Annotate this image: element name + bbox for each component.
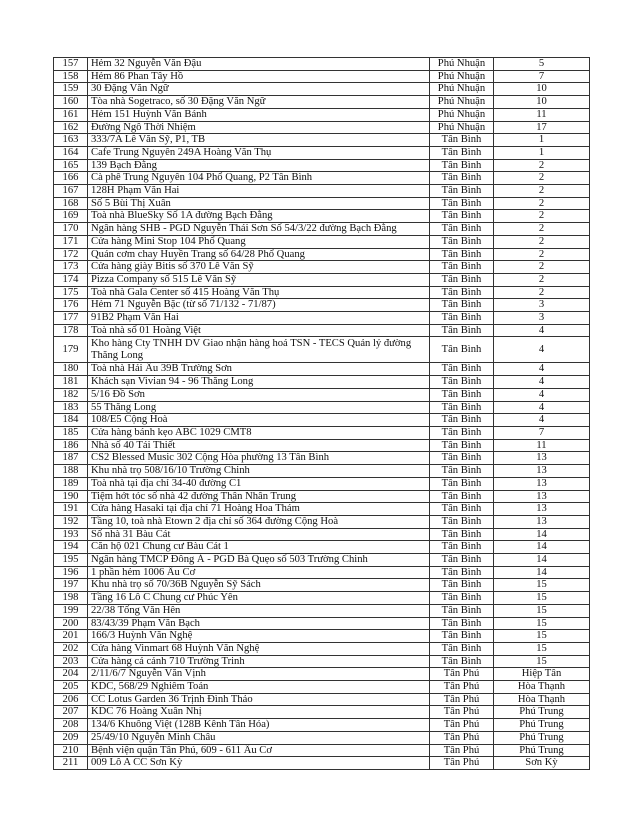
district-cell: Tân Bình bbox=[430, 376, 494, 389]
district-cell: Tân Bình bbox=[430, 630, 494, 643]
row-number-cell: 203 bbox=[54, 655, 88, 668]
address-cell: Bệnh viện quận Tân Phú, 609 - 611 Âu Cơ bbox=[88, 744, 430, 757]
ward-cell: 2 bbox=[494, 159, 590, 172]
district-cell: Tân Phú bbox=[430, 719, 494, 732]
table-row bbox=[54, 70, 590, 83]
address-cell: Hẻm 151 Huỳnh Văn Bánh bbox=[88, 108, 430, 121]
address-cell: Toà nhà tại địa chỉ 34-40 đường C1 bbox=[88, 477, 430, 490]
address-cell: Quán cơm chay Huyền Trang số 64/28 Phổ Quang bbox=[88, 248, 430, 261]
row-number-cell: 165 bbox=[54, 159, 88, 172]
address-cell: Kho hàng Cty TNHH DV Giao nhận hàng hoá TSN - TECS Quản lý đường Thăng Long bbox=[88, 337, 430, 363]
row-number-cell: 161 bbox=[54, 108, 88, 121]
table-row bbox=[54, 693, 590, 706]
district-cell: Tân Bình bbox=[430, 286, 494, 299]
row-number-cell: 210 bbox=[54, 744, 88, 757]
row-number-cell: 174 bbox=[54, 273, 88, 286]
address-cell: Số 5 Bùi Thị Xuân bbox=[88, 197, 430, 210]
ward-cell: Hòa Thạnh bbox=[494, 693, 590, 706]
address-cell: Toà nhà Hải Âu 39B Trường Sơn bbox=[88, 363, 430, 376]
address-cell: 134/6 Khuông Việt (128B Kênh Tân Hóa) bbox=[88, 719, 430, 732]
district-cell: Tân Bình bbox=[430, 197, 494, 210]
table-row bbox=[54, 617, 590, 630]
table-row bbox=[54, 83, 590, 96]
ward-cell: 15 bbox=[494, 617, 590, 630]
ward-cell: 11 bbox=[494, 439, 590, 452]
row-number-cell: 163 bbox=[54, 134, 88, 147]
ward-cell: 5 bbox=[494, 58, 590, 71]
table-row bbox=[54, 286, 590, 299]
district-cell: Tân Phú bbox=[430, 681, 494, 694]
row-number-cell: 176 bbox=[54, 299, 88, 312]
address-cell: 333/7A Lê Văn Sỹ, P1, TB bbox=[88, 134, 430, 147]
row-number-cell: 178 bbox=[54, 324, 88, 337]
address-cell: KDC 76 Hoàng Xuân Nhị bbox=[88, 706, 430, 719]
address-cell: Tầng 10, toà nhà Etown 2 địa chỉ số 364 đường Cộng Hoà bbox=[88, 515, 430, 528]
district-cell: Tân Bình bbox=[430, 439, 494, 452]
ward-cell: 4 bbox=[494, 401, 590, 414]
address-cell: Cửa hàng Mini Stop 104 Phổ Quang bbox=[88, 235, 430, 248]
district-cell: Phú Nhuận bbox=[430, 70, 494, 83]
table-row bbox=[54, 134, 590, 147]
district-cell: Tân Bình bbox=[430, 299, 494, 312]
ward-cell: 4 bbox=[494, 324, 590, 337]
table-row bbox=[54, 426, 590, 439]
address-cell: 30 Đặng Văn Ngữ bbox=[88, 83, 430, 96]
ward-cell: 7 bbox=[494, 426, 590, 439]
table-row bbox=[54, 706, 590, 719]
row-number-cell: 196 bbox=[54, 566, 88, 579]
ward-cell: 2 bbox=[494, 235, 590, 248]
row-number-cell: 208 bbox=[54, 719, 88, 732]
ward-cell: 15 bbox=[494, 630, 590, 643]
address-table-body bbox=[54, 58, 590, 770]
table-row bbox=[54, 223, 590, 236]
row-number-cell: 158 bbox=[54, 70, 88, 83]
ward-cell: Hiệp Tân bbox=[494, 668, 590, 681]
table-row bbox=[54, 414, 590, 427]
row-number-cell: 200 bbox=[54, 617, 88, 630]
district-cell: Tân Bình bbox=[430, 223, 494, 236]
table-row bbox=[54, 248, 590, 261]
table-row bbox=[54, 604, 590, 617]
district-cell: Tân Bình bbox=[430, 414, 494, 427]
row-number-cell: 186 bbox=[54, 439, 88, 452]
ward-cell: 2 bbox=[494, 185, 590, 198]
row-number-cell: 198 bbox=[54, 592, 88, 605]
row-number-cell: 167 bbox=[54, 185, 88, 198]
address-cell: CC Lotus Garden 36 Trịnh Đình Thảo bbox=[88, 693, 430, 706]
address-cell: Căn hộ 021 Chung cư Bàu Cát 1 bbox=[88, 541, 430, 554]
row-number-cell: 184 bbox=[54, 414, 88, 427]
district-cell: Tân Bình bbox=[430, 617, 494, 630]
table-row bbox=[54, 235, 590, 248]
district-cell: Tân Phú bbox=[430, 706, 494, 719]
table-row bbox=[54, 312, 590, 325]
address-cell: Cửa hàng cá cảnh 710 Trường Trinh bbox=[88, 655, 430, 668]
table-row bbox=[54, 630, 590, 643]
address-cell: 139 Bạch Đằng bbox=[88, 159, 430, 172]
ward-cell: Phú Trung bbox=[494, 719, 590, 732]
ward-cell: 2 bbox=[494, 223, 590, 236]
ward-cell: Hòa Thạnh bbox=[494, 681, 590, 694]
address-cell: Cửa hàng Vinmart 68 Huỳnh Văn Nghệ bbox=[88, 642, 430, 655]
row-number-cell: 168 bbox=[54, 197, 88, 210]
address-cell: Hẻm 86 Phan Tây Hồ bbox=[88, 70, 430, 83]
row-number-cell: 197 bbox=[54, 579, 88, 592]
district-cell: Tân Phú bbox=[430, 731, 494, 744]
table-row bbox=[54, 96, 590, 109]
table-row bbox=[54, 388, 590, 401]
address-cell: 166/3 Huỳnh Văn Nghệ bbox=[88, 630, 430, 643]
row-number-cell: 162 bbox=[54, 121, 88, 134]
ward-cell: 2 bbox=[494, 197, 590, 210]
row-number-cell: 199 bbox=[54, 604, 88, 617]
district-cell: Tân Bình bbox=[430, 503, 494, 516]
row-number-cell: 185 bbox=[54, 426, 88, 439]
row-number-cell: 195 bbox=[54, 554, 88, 567]
row-number-cell: 188 bbox=[54, 465, 88, 478]
district-cell: Tân Bình bbox=[430, 592, 494, 605]
district-cell: Tân Bình bbox=[430, 324, 494, 337]
district-cell: Tân Bình bbox=[430, 363, 494, 376]
address-cell: 2/11/6/7 Nguyễn Văn Vịnh bbox=[88, 668, 430, 681]
district-cell: Tân Bình bbox=[430, 134, 494, 147]
row-number-cell: 187 bbox=[54, 452, 88, 465]
district-cell: Tân Bình bbox=[430, 465, 494, 478]
table-row bbox=[54, 592, 590, 605]
address-cell: Cà phê Trung Nguyên 104 Phổ Quang, P2 Tân Bình bbox=[88, 172, 430, 185]
row-number-cell: 181 bbox=[54, 376, 88, 389]
row-number-cell: 209 bbox=[54, 731, 88, 744]
table-row bbox=[54, 515, 590, 528]
district-cell: Tân Bình bbox=[430, 185, 494, 198]
district-cell: Tân Phú bbox=[430, 693, 494, 706]
table-row bbox=[54, 376, 590, 389]
table-row bbox=[54, 477, 590, 490]
ward-cell: 14 bbox=[494, 541, 590, 554]
table-row bbox=[54, 439, 590, 452]
district-cell: Phú Nhuận bbox=[430, 58, 494, 71]
ward-cell: 7 bbox=[494, 70, 590, 83]
district-cell: Tân Bình bbox=[430, 426, 494, 439]
table-row bbox=[54, 58, 590, 71]
district-cell: Tân Bình bbox=[430, 172, 494, 185]
district-cell: Tân Bình bbox=[430, 146, 494, 159]
row-number-cell: 166 bbox=[54, 172, 88, 185]
ward-cell: 4 bbox=[494, 414, 590, 427]
ward-cell: 4 bbox=[494, 376, 590, 389]
ward-cell: 15 bbox=[494, 592, 590, 605]
row-number-cell: 169 bbox=[54, 210, 88, 223]
ward-cell: 14 bbox=[494, 566, 590, 579]
address-cell: Tầng 16 Lô C Chung cư Phúc Yên bbox=[88, 592, 430, 605]
district-cell: Tân Phú bbox=[430, 668, 494, 681]
ward-cell: Phú Trung bbox=[494, 706, 590, 719]
address-cell: Ngân hàng SHB - PGD Nguyễn Thái Sơn Số 54/3/22 đường Bạch Đằng bbox=[88, 223, 430, 236]
address-cell: Tiệm hớt tóc số nhà 42 đường Thân Nhân Trung bbox=[88, 490, 430, 503]
ward-cell: 15 bbox=[494, 655, 590, 668]
ward-cell: 11 bbox=[494, 108, 590, 121]
district-cell: Tân Bình bbox=[430, 159, 494, 172]
table-row bbox=[54, 197, 590, 210]
address-cell: Nhà số 40 Tái Thiết bbox=[88, 439, 430, 452]
address-cell: 55 Thăng Long bbox=[88, 401, 430, 414]
district-cell: Tân Bình bbox=[430, 655, 494, 668]
table-row bbox=[54, 121, 590, 134]
row-number-cell: 191 bbox=[54, 503, 88, 516]
address-cell: Cửa hàng giày Bitis số 370 Lê Văn Sỹ bbox=[88, 261, 430, 274]
table-row bbox=[54, 528, 590, 541]
district-cell: Tân Bình bbox=[430, 642, 494, 655]
district-cell: Tân Bình bbox=[430, 273, 494, 286]
row-number-cell: 164 bbox=[54, 146, 88, 159]
row-number-cell: 202 bbox=[54, 642, 88, 655]
row-number-cell: 172 bbox=[54, 248, 88, 261]
row-number-cell: 175 bbox=[54, 286, 88, 299]
table-row bbox=[54, 159, 590, 172]
table-row bbox=[54, 401, 590, 414]
ward-cell: 10 bbox=[494, 96, 590, 109]
table-row bbox=[54, 172, 590, 185]
table-row bbox=[54, 566, 590, 579]
table-row bbox=[54, 273, 590, 286]
address-cell: Hẻm 71 Nguyễn Bặc (từ số 71/132 - 71/87) bbox=[88, 299, 430, 312]
row-number-cell: 160 bbox=[54, 96, 88, 109]
row-number-cell: 180 bbox=[54, 363, 88, 376]
row-number-cell: 190 bbox=[54, 490, 88, 503]
address-cell: CS2 Blessed Music 302 Cộng Hòa phường 13 Tân Bình bbox=[88, 452, 430, 465]
table-row bbox=[54, 731, 590, 744]
table-row bbox=[54, 452, 590, 465]
table-row bbox=[54, 503, 590, 516]
table-row bbox=[54, 185, 590, 198]
address-cell: Hẻm 32 Nguyễn Văn Đậu bbox=[88, 58, 430, 71]
table-row bbox=[54, 668, 590, 681]
row-number-cell: 204 bbox=[54, 668, 88, 681]
table-row bbox=[54, 146, 590, 159]
address-cell: Cafe Trung Nguyên 249A Hoàng Văn Thụ bbox=[88, 146, 430, 159]
district-cell: Tân Bình bbox=[430, 579, 494, 592]
address-cell: Khách sạn Vivian 94 - 96 Thăng Long bbox=[88, 376, 430, 389]
ward-cell: 13 bbox=[494, 465, 590, 478]
address-cell: 83/43/39 Phạm Văn Bạch bbox=[88, 617, 430, 630]
address-cell: 91B2 Phạm Văn Hai bbox=[88, 312, 430, 325]
address-cell: Toà nhà Gala Center số 415 Hoàng Văn Thụ bbox=[88, 286, 430, 299]
district-cell: Tân Bình bbox=[430, 541, 494, 554]
table-row bbox=[54, 261, 590, 274]
table-row bbox=[54, 210, 590, 223]
ward-cell: 2 bbox=[494, 286, 590, 299]
ward-cell: 4 bbox=[494, 337, 590, 363]
district-cell: Tân Bình bbox=[430, 210, 494, 223]
ward-cell: 14 bbox=[494, 554, 590, 567]
address-cell: Pizza Company số 515 Lê Văn Sỹ bbox=[88, 273, 430, 286]
address-cell: KDC, 568/29 Nghiêm Toản bbox=[88, 681, 430, 694]
ward-cell: 15 bbox=[494, 579, 590, 592]
ward-cell: 1 bbox=[494, 134, 590, 147]
ward-cell: Phú Trung bbox=[494, 731, 590, 744]
table-row bbox=[54, 363, 590, 376]
address-cell: Khu nhà trọ số 70/36B Nguyễn Sỹ Sách bbox=[88, 579, 430, 592]
ward-cell: 2 bbox=[494, 210, 590, 223]
ward-cell: 13 bbox=[494, 477, 590, 490]
ward-cell: 2 bbox=[494, 248, 590, 261]
row-number-cell: 192 bbox=[54, 515, 88, 528]
address-cell: Ngân hàng TMCP Đông Á - PGD Bà Quẹo số 503 Trường Chinh bbox=[88, 554, 430, 567]
ward-cell: 2 bbox=[494, 273, 590, 286]
table-row bbox=[54, 541, 590, 554]
district-cell: Phú Nhuận bbox=[430, 108, 494, 121]
ward-cell: 13 bbox=[494, 503, 590, 516]
district-cell: Tân Bình bbox=[430, 388, 494, 401]
row-number-cell: 183 bbox=[54, 401, 88, 414]
table-row bbox=[54, 642, 590, 655]
district-cell: Tân Bình bbox=[430, 528, 494, 541]
district-cell: Tân Bình bbox=[430, 401, 494, 414]
table-row bbox=[54, 324, 590, 337]
ward-cell: 3 bbox=[494, 299, 590, 312]
ward-cell: 13 bbox=[494, 490, 590, 503]
table-row bbox=[54, 299, 590, 312]
row-number-cell: 157 bbox=[54, 58, 88, 71]
row-number-cell: 194 bbox=[54, 541, 88, 554]
ward-cell: 2 bbox=[494, 261, 590, 274]
ward-cell: 15 bbox=[494, 604, 590, 617]
row-number-cell: 211 bbox=[54, 757, 88, 770]
address-table bbox=[53, 57, 590, 770]
district-cell: Phú Nhuận bbox=[430, 83, 494, 96]
address-cell: 1 phần hẻm 1006 Âu Cơ bbox=[88, 566, 430, 579]
ward-cell: 14 bbox=[494, 528, 590, 541]
row-number-cell: 205 bbox=[54, 681, 88, 694]
district-cell: Tân Bình bbox=[430, 515, 494, 528]
district-cell: Tân Bình bbox=[430, 312, 494, 325]
table-row bbox=[54, 490, 590, 503]
district-cell: Tân Bình bbox=[430, 566, 494, 579]
district-cell: Tân Phú bbox=[430, 757, 494, 770]
table-row bbox=[54, 744, 590, 757]
address-cell: Khu nhà trọ 508/16/10 Trường Chinh bbox=[88, 465, 430, 478]
ward-cell: 13 bbox=[494, 452, 590, 465]
district-cell: Tân Bình bbox=[430, 604, 494, 617]
ward-cell: 15 bbox=[494, 642, 590, 655]
district-cell: Tân Bình bbox=[430, 261, 494, 274]
address-cell: Đường Ngô Thời Nhiệm bbox=[88, 121, 430, 134]
district-cell: Tân Bình bbox=[430, 477, 494, 490]
district-cell: Tân Bình bbox=[430, 235, 494, 248]
table-row bbox=[54, 681, 590, 694]
row-number-cell: 170 bbox=[54, 223, 88, 236]
table-row bbox=[54, 337, 590, 363]
district-cell: Tân Bình bbox=[430, 248, 494, 261]
address-cell: Cửa hàng bánh kẹo ABC 1029 CMT8 bbox=[88, 426, 430, 439]
row-number-cell: 179 bbox=[54, 337, 88, 363]
ward-cell: 4 bbox=[494, 363, 590, 376]
address-cell: 25/49/10 Nguyễn Minh Châu bbox=[88, 731, 430, 744]
table-row bbox=[54, 465, 590, 478]
table-row bbox=[54, 108, 590, 121]
ward-cell: 17 bbox=[494, 121, 590, 134]
row-number-cell: 207 bbox=[54, 706, 88, 719]
district-cell: Tân Phú bbox=[430, 744, 494, 757]
address-cell: 009 Lô A CC Sơn Kỳ bbox=[88, 757, 430, 770]
address-cell: 128H Phạm Văn Hai bbox=[88, 185, 430, 198]
district-cell: Phú Nhuận bbox=[430, 121, 494, 134]
ward-cell: 2 bbox=[494, 172, 590, 185]
district-cell: Phú Nhuận bbox=[430, 96, 494, 109]
table-row bbox=[54, 757, 590, 770]
row-number-cell: 189 bbox=[54, 477, 88, 490]
address-cell: 22/38 Tống Văn Hên bbox=[88, 604, 430, 617]
row-number-cell: 159 bbox=[54, 83, 88, 96]
table-row bbox=[54, 579, 590, 592]
district-cell: Tân Bình bbox=[430, 337, 494, 363]
district-cell: Tân Bình bbox=[430, 490, 494, 503]
ward-cell: 3 bbox=[494, 312, 590, 325]
address-cell: Toà nhà BlueSky Số 1A đường Bạch Đằng bbox=[88, 210, 430, 223]
table-row bbox=[54, 719, 590, 732]
row-number-cell: 206 bbox=[54, 693, 88, 706]
row-number-cell: 201 bbox=[54, 630, 88, 643]
ward-cell: Sơn Kỳ bbox=[494, 757, 590, 770]
address-cell: Số nhà 31 Bàu Cát bbox=[88, 528, 430, 541]
ward-cell: Phú Trung bbox=[494, 744, 590, 757]
row-number-cell: 171 bbox=[54, 235, 88, 248]
row-number-cell: 173 bbox=[54, 261, 88, 274]
address-cell: Cửa hàng Hasaki tại địa chỉ 71 Hoàng Hoa Thám bbox=[88, 503, 430, 516]
row-number-cell: 177 bbox=[54, 312, 88, 325]
ward-cell: 4 bbox=[494, 388, 590, 401]
district-cell: Tân Bình bbox=[430, 452, 494, 465]
row-number-cell: 193 bbox=[54, 528, 88, 541]
address-cell: Toà nhà số 01 Hoàng Việt bbox=[88, 324, 430, 337]
address-cell: Tòa nhà Sogetraco, số 30 Đặng Văn Ngữ bbox=[88, 96, 430, 109]
district-cell: Tân Bình bbox=[430, 554, 494, 567]
address-cell: 5/16 Đồ Sơn bbox=[88, 388, 430, 401]
ward-cell: 10 bbox=[494, 83, 590, 96]
ward-cell: 1 bbox=[494, 146, 590, 159]
table-row bbox=[54, 554, 590, 567]
address-cell: 108/E5 Cộng Hoà bbox=[88, 414, 430, 427]
table-row bbox=[54, 655, 590, 668]
row-number-cell: 182 bbox=[54, 388, 88, 401]
ward-cell: 13 bbox=[494, 515, 590, 528]
